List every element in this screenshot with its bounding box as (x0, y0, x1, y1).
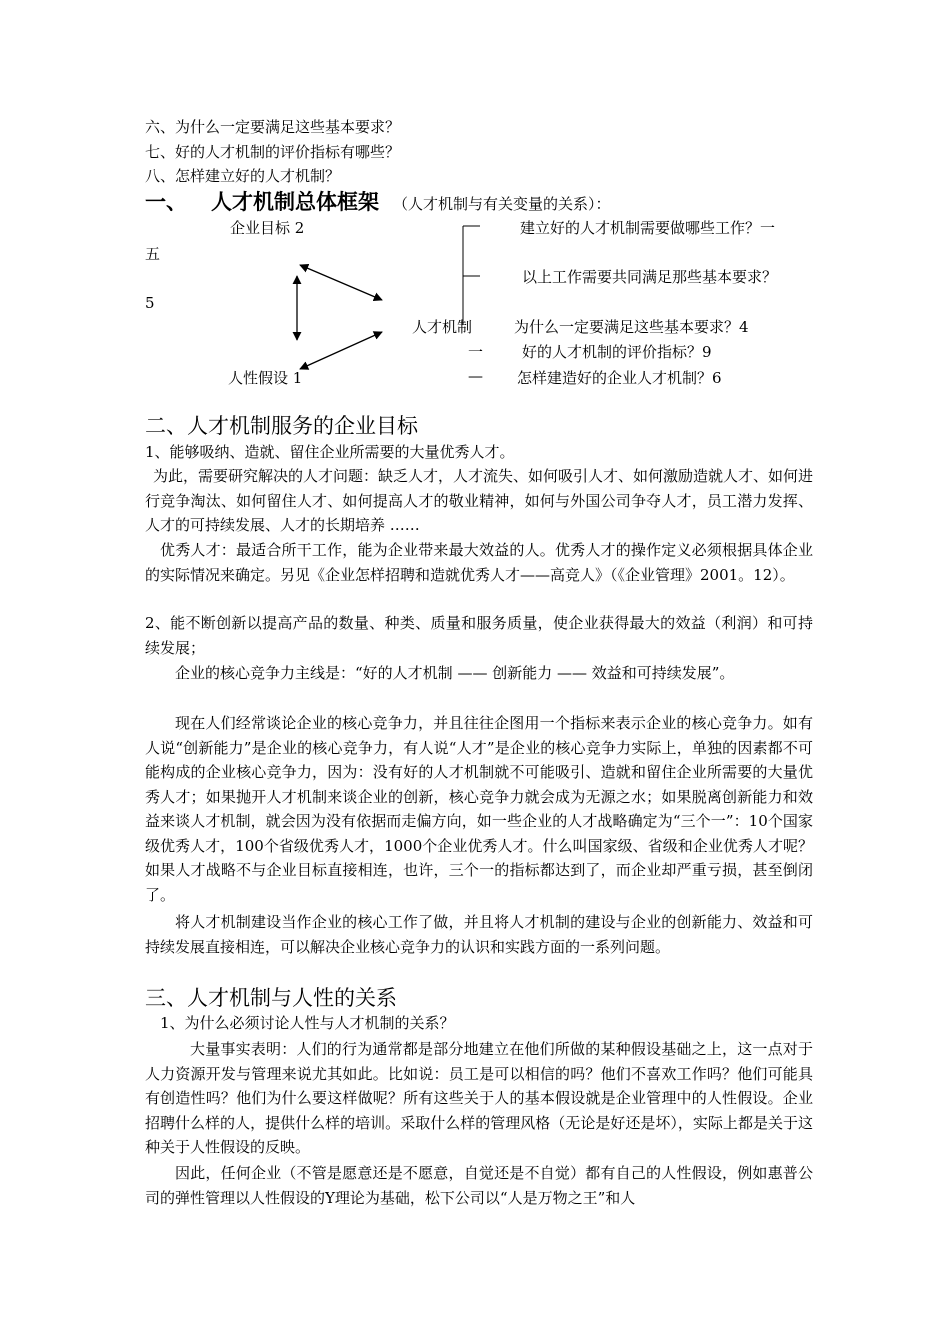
intro-item-7: 七、好的人才机制的评价指标有哪些？ (145, 143, 401, 161)
section2-p1: 1、能够吸纳、造就、留住企业所需要的大量优秀人才。 (145, 443, 515, 461)
diagram-right-item-3: 为什么一定要满足这些基本要求？4 (514, 318, 749, 336)
diagram-right-item-2: 以上工作需要共同满足那些基本要求？ (522, 268, 778, 286)
diagram-right-item-4: 好的人才机制的评价指标？9 (522, 343, 712, 361)
diagram-dash-1: 一 (468, 343, 484, 361)
arrow-goal-mechanism (300, 265, 382, 300)
diagram-enterprise-goal: 企业目标 2 (230, 219, 305, 237)
intro-item-8: 八、怎样建立好的人才机制？ (145, 167, 341, 185)
diagram-right-item-5: 怎样建造好的企业人才机制？6 (517, 369, 722, 387)
section1-subtitle: （人才机制与有关变量的关系）： (393, 195, 611, 213)
diagram-human-assumption: 人性假设 1 (228, 369, 303, 387)
diagram-mechanism: 人才机制 (412, 318, 473, 336)
section3-p1: 大量事实表明：人们的行为通常都是部分地建立在他们所做的某种假设基础之上，这一点对于人力资源开发与管理来说尤其如此。比如说：员工是可以相信的吗？他们不喜欢工作吗？他们可能具有创造性吗？他们为什么要这样做呢？所有这些关于人的基本假设就是企业管理中的人性假设。企业招聘什么样的人，提供什么样的培训。采取什么样的管理风格（无论是好还是坏），实际上都是关于这种关于人性假设的反映。 (145, 1040, 813, 1156)
section2-p6: 现在人们经常谈论企业的核心竞争力，并且往往企图用一个指标来表示企业的核心竞争力。如有人说“创新能力”是企业的核心竞争力，有人说“人才”是企业的核心竞争力实际上，单独的因素都不可能构成的企业核心竞争力，因为：没有好的人才机制就不可能吸引、造就和留住企业所需要的大量优秀人才；如果抛开人才机制来谈企业的创新，核心竞争力就会成为无源之水；如果脱离创新能力和效益来谈人才机制，就会因为没有依据而走偏方向，如一些企业的人才战略确定为“三个一”：10个国家级优秀人才，100个省级优秀人才，1000个企业优秀人才。什么叫国家级、省级和企业优秀人才呢？如果人才战略不与企业目标直接相连，也许，三个一的指标都达到了，而企业却严重亏损，甚至倒闭了。 (145, 714, 813, 904)
section2-title: 二、人才机制服务的企业目标 (145, 414, 418, 438)
section1-title: 人才机制总体框架 (211, 189, 379, 214)
diagram-right-item-1: 建立好的人才机制需要做哪些工作？一 (520, 219, 776, 237)
diagram-wrap-1: 五 (145, 245, 161, 263)
section2-p7: 将人才机制建设当作企业的核心工作了做，并且将人才机制的建设与企业的创新能力、效益和可持续发展直接相连，可以解决企业核心竞争力的认识和实践方面的一系列问题。 (145, 913, 813, 956)
section1-number: 一、 (145, 189, 187, 214)
section2-p2: 为此，需要研究解决的人才问题：缺乏人才，人才流失、如何吸引人才、如何激励造就人才、如何进行竞争淘汰、如何留住人才、如何提高人才的敬业精神，如何与外国公司争夺人才，员工潜力发挥、人才的可持续发展、人才的长期培养 …… (145, 467, 814, 534)
section2-p4: 2、能不断创新以提高产品的数量、种类、质量和服务质量，使企业获得最大的效益（利润）和可持续发展； (145, 614, 813, 657)
section3-p2: 因此，任何企业（不管是愿意还是不愿意，自觉还是不自觉）都有自己的人性假设，例如惠普公司的弹性管理以人性假设的Y理论为基础，松下公司以“人是万物之王”和人 (145, 1164, 813, 1207)
section3-question-1: 1、为什么必须讨论人性与人才机制的关系？ (160, 1014, 455, 1032)
diagram-dash-2: — (468, 367, 483, 385)
section2-p5: 企业的核心竞争力主线是：“好的人才机制 —— 创新能力 —— 效益和可持续发展”。 (175, 664, 735, 682)
diagram-wrap-2: 5 (145, 294, 155, 312)
section3-title: 三、人才机制与人性的关系 (145, 986, 397, 1010)
intro-item-6: 六、为什么一定要满足这些基本要求？ (145, 118, 401, 136)
section2-p3: 优秀人才：最适合所干工作，能为企业带来最大效益的人。优秀人才的操作定义必须根据具体企业的实际情况来确定。另见《企业怎样招聘和造就优秀人才——高竞人》（《企业管理》2001。12）。 (145, 541, 813, 584)
arrow-assumption-mechanism (300, 332, 382, 369)
